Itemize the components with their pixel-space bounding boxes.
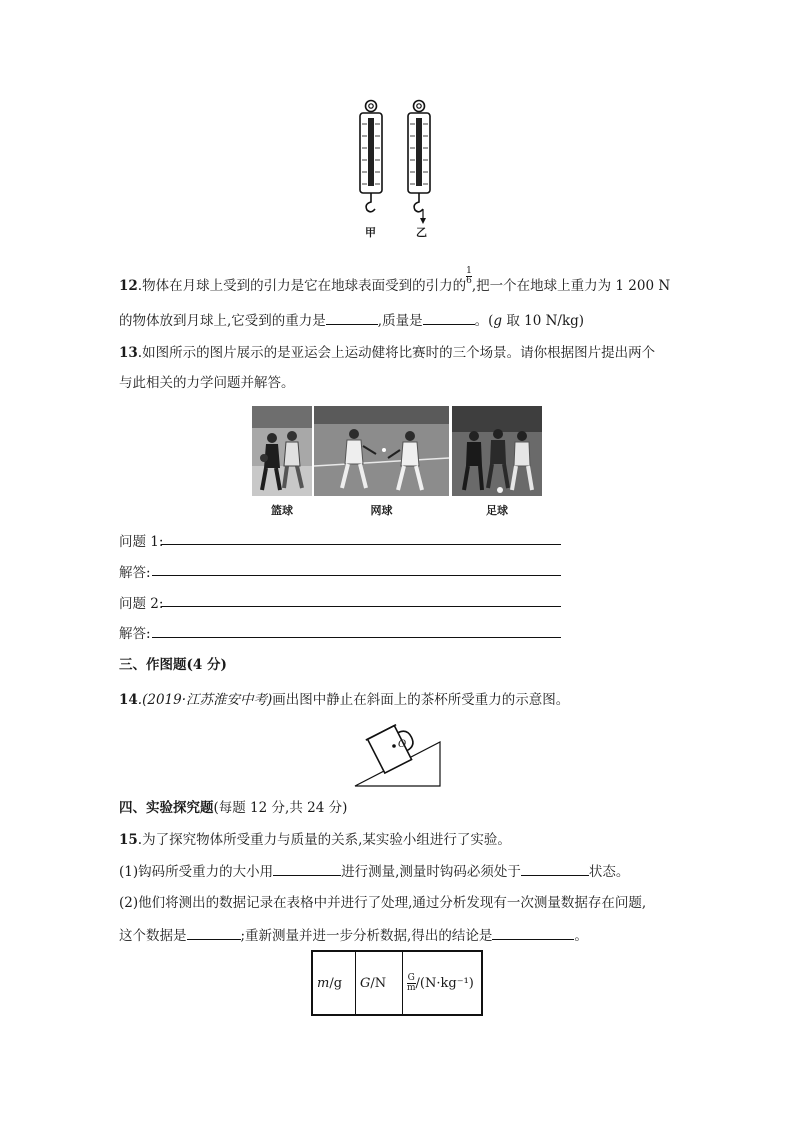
q13-answer2-label: 解答: — [119, 626, 151, 642]
caption-basketball: 篮球 — [271, 504, 293, 517]
q15-part1: (1)钩码所受重力的大小用 进行测量,测量时钩码必须处于 状态。 — [119, 861, 629, 882]
q13-answer1-input[interactable] — [152, 575, 561, 576]
spring-scale-left — [360, 101, 382, 212]
basketball-scene-image — [252, 406, 312, 496]
tennis-scene-image — [314, 406, 449, 496]
one-sixth-fraction: $\frac{1}{6}$ — [466, 266, 472, 286]
q12-blank-mass[interactable] — [423, 310, 475, 325]
header-mass: m/g — [312, 951, 356, 1015]
caption-football: 足球 — [486, 504, 508, 517]
header-ratio: $\frac{G}{m}/(N\cdot kg^{-1})$ — [403, 951, 483, 1015]
q15-line1: 15.为了探究物体所受重力与质量的关系,某实验小组进行了实验。 — [119, 832, 511, 848]
q15-blank-instrument[interactable] — [273, 861, 341, 876]
center-of-gravity-label: O — [398, 739, 407, 750]
q15-blank-conclusion[interactable] — [492, 925, 574, 940]
q15-part2-line1: (2)他们将测出的数据记录在表格中并进行了处理,通过分析发现有一次测量数据存在问题, — [119, 895, 647, 911]
spring-scale-illustration — [350, 98, 450, 240]
football-scene-image — [452, 406, 542, 496]
header-gravity: G/N — [356, 951, 403, 1015]
q15-blank-state[interactable] — [521, 861, 589, 876]
q15-number: 15 — [119, 832, 138, 848]
table-header-row — [312, 951, 482, 1015]
q13-line2: 与此相关的力学问题并解答。 — [119, 375, 295, 391]
q13-number: 13 — [119, 345, 138, 361]
football-photo — [452, 406, 542, 496]
q14-number: 14 — [119, 692, 138, 708]
tennis-photo — [314, 406, 449, 496]
q13-question2-label: 问题 2: — [119, 596, 164, 612]
q13-question1-label: 问题 1: — [119, 534, 164, 550]
q13-answer1-label: 解答: — [119, 565, 151, 581]
spring-scale-right — [408, 101, 430, 225]
g-over-m-fraction: $\frac{G}{m}$ — [407, 972, 416, 993]
q15-part2-line2: 这个数据是 ;重新测量并进一步分析数据,得出的结论是 。 — [119, 925, 588, 946]
q15-blank-wrong-data[interactable] — [187, 925, 241, 940]
q12-number: 12 — [119, 278, 138, 294]
q13-answer2-input[interactable] — [152, 637, 561, 638]
caption-tennis: 网球 — [370, 504, 393, 517]
incline-cup-illustration — [352, 712, 444, 790]
spring-scales-figure — [350, 98, 450, 240]
basketball-photo — [252, 406, 312, 496]
incline-cup-figure — [352, 712, 444, 790]
scale-label-right: 乙 — [416, 226, 427, 239]
q12-line1: 12.物体在月球上受到的引力是它在地球表面受到的引力的 $\frac{1}{6}$,把一个在地球上重力为 1 200 N — [119, 266, 671, 294]
gravity-mass-table — [311, 950, 483, 1016]
scale-label-left: 甲 — [365, 226, 376, 239]
q12-line2: 的物体放到月球上,它受到的重力是 ,质量是 。(g 取 10 N/kg) — [119, 310, 584, 331]
q12-blank-gravity[interactable] — [326, 310, 378, 325]
q14-line: 14.(2019·江苏淮安中考)画出图中静止在斜面上的茶杯所受重力的示意图。 — [119, 692, 570, 708]
section-4-title: 四、实验探究题(每题 12 分,共 24 分) — [119, 800, 348, 816]
q13-question1-input[interactable] — [161, 544, 561, 545]
q13-question2-input[interactable] — [161, 606, 561, 607]
q13-line1: 13.如图所示的图片展示的是亚运会上运动健将比赛时的三个场景。请你根据图片提出两个 — [119, 345, 656, 361]
section-3-title: 三、作图题(4 分) — [119, 657, 227, 673]
